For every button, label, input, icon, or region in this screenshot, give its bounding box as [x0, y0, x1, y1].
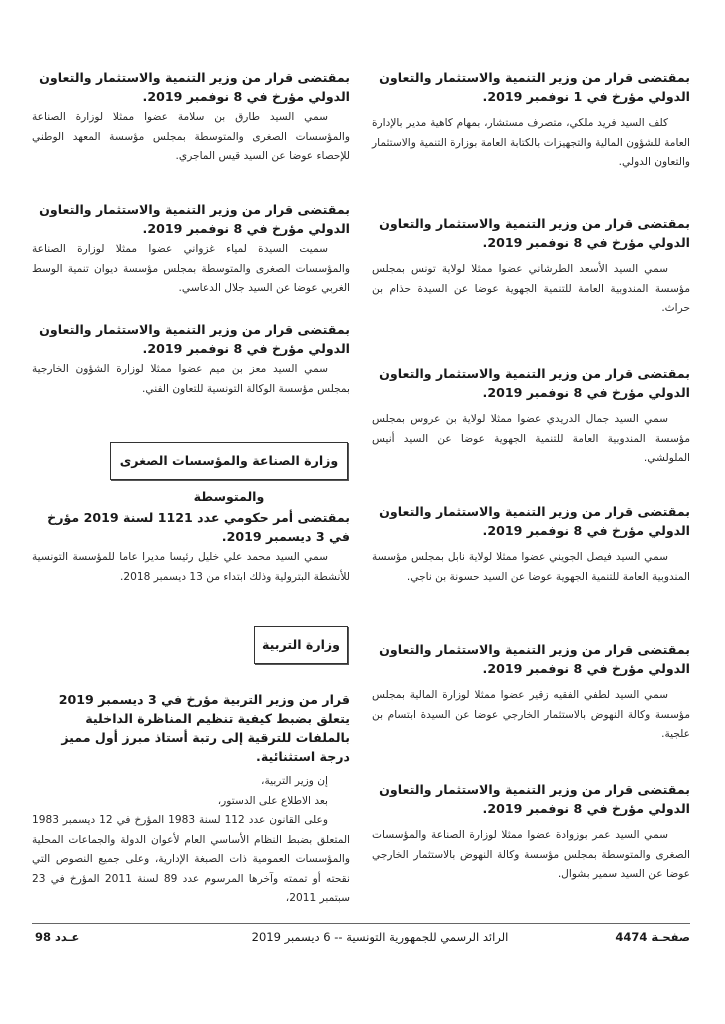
decision-body: سمي السيد جمال الدريدي عضوا ممثلا لولاية بن عروس بمجلس مؤسسة المندوبية العامة للتنمية الجهوية عوضا عن السيد أنيس الملولشي.	[372, 413, 690, 464]
education-preamble-law: وعلى القانون عدد 112 لسنة 1983 المؤرخ في 12 ديسمبر 1983 المتعلق بضبط النظام الأساسي العام لأعوان الدولة والجماعات المحلية والمؤسسات العمومية ذات الصبغة الإدارية، وعلى جميع النصوص التي نقحته أو تممته وآخرها المرسوم عدد 89 لسنة 2011 المؤرخ في 23 سبتمبر 2011،	[32, 814, 350, 904]
education-preamble-constitution: بعد الاطلاع على الدستور،	[217, 794, 328, 807]
decision-body: سمي السيد لطفي الفقيه زقير عضوا ممثلا لوزارة المالية بمجلس مؤسسة وكالة النهوض بالاستثمار الخارجي عوضا عن السيدة ابتسام بن علجية.	[372, 689, 690, 740]
footer-journal-title: الرائد الرسمي للجمهورية التونسية -- 6 ديسمبر 2019	[251, 930, 509, 944]
education-preamble-minister: إن وزير التربية،	[261, 775, 328, 787]
decree-body: سمي السيد محمد علي خليل رئيسا مديرا عاما للمؤسسة التونسية للأنشطة البترولية وذلك ابتداء من 13 ديسمبر 2018.	[32, 551, 350, 583]
decision-body: سمي السيد الأسعد الطرشاني عضوا ممثلا لولاية تونس بمجلس مؤسسة المندوبية العامة للتنمية الجهوية عوضا عن السيدة حذام بن حراث.	[372, 263, 690, 314]
decision-heading: بمقتضى قرار من وزير التنمية والاستثمار والتعاون الدولي مؤرخ في 8 نوفمبر 2019.	[379, 216, 690, 250]
decision-heading: بمقتضى قرار من وزير التنمية والاستثمار والتعاون الدولي مؤرخ في 8 نوفمبر 2019.	[379, 504, 690, 538]
decision-block	[372, 68, 690, 173]
decision-block	[372, 780, 690, 885]
decision-body: سميت السيدة لمياء غزواني عضوا ممثلا لوزارة الصناعة والمؤسسات الصغرى والمتوسطة بمجلس مؤسسة ديوان تنمية الوسط الغربي عوضا عن السيد جلال الدعاسي.	[32, 243, 350, 294]
education-decision-block	[32, 690, 350, 909]
decision-block	[372, 214, 690, 319]
decision-block	[372, 502, 690, 587]
decision-heading: بمقتضى قرار من وزير التنمية والاستثمار والتعاون الدولي مؤرخ في 8 نوفمبر 2019.	[39, 322, 350, 356]
ministry-industry-title: وزارة الصناعة والمؤسسات الصغرى والمتوسطة	[119, 453, 339, 504]
decision-body: سمي السيد طارق بن سلامة عضوا ممثلا لوزارة الصناعة والمؤسسات الصغرى والمتوسطة بمجلس مؤسسة المعهد الوطني للإحصاء عوضا عن السيد قيس الماجري.	[32, 111, 350, 162]
decree-block	[32, 508, 350, 587]
decision-block	[372, 640, 690, 745]
decision-body: سمي السيد عمر بوزوادة عضوا ممثلا لوزارة الصناعة والمؤسسات الصغرى والمتوسطة بمجلس مؤسسة وكالة النهوض بالاستثمار الخارجي عوضا عن السيد سمير بشوال.	[372, 829, 690, 880]
education-decision-heading: قرار من وزير التربية مؤرخ في 3 ديسمبر 2019 يتعلق بضبط كيفية تنظيم المناظرة الداخلية بالملفات للترقية إلى رتبة أستاذ مبرز أول مميز درجة استثنائية.	[58, 692, 350, 764]
footer-divider	[32, 923, 690, 924]
footer-issue-number: عـدد 98	[35, 930, 80, 944]
decision-block	[32, 320, 350, 399]
decision-block	[32, 200, 350, 299]
footer-page-number: صفحـة 4474	[615, 930, 690, 944]
decision-block	[372, 364, 690, 469]
decision-heading: بمقتضى قرار من وزير التنمية والاستثمار والتعاون الدولي مؤرخ في 8 نوفمبر 2019.	[379, 782, 690, 816]
ministry-education-title: وزارة التربية	[262, 637, 340, 652]
decision-heading: بمقتضى قرار من وزير التنمية والاستثمار والتعاون الدولي مؤرخ في 8 نوفمبر 2019.	[379, 366, 690, 400]
decree-heading: بمقتضى أمر حكومي عدد 1121 لسنة 2019 مؤرخ في 3 ديسمبر 2019.	[47, 510, 350, 544]
decision-body: سمي السيد معز بن ميم عضوا ممثلا لوزارة الشؤون الخارجية بمجلس مؤسسة الوكالة التونسية للتعاون الفني.	[32, 363, 350, 395]
decision-heading: بمقتضى قرار من وزير التنمية والاستثمار والتعاون الدولي مؤرخ في 8 نوفمبر 2019.	[379, 642, 690, 676]
decision-body: كلف السيد فريد ملكي، متصرف مستشار، بمهام كاهية مدير بالإدارة العامة للشؤون المالية والتجهيزات بالكتابة العامة بوزارة التنمية والاستثمار والتعاون الدولي.	[372, 117, 690, 168]
decision-heading: بمقتضى قرار من وزير التنمية والاستثمار والتعاون الدولي مؤرخ في 1 نوفمبر 2019.	[379, 70, 690, 104]
ministry-education-title-box	[254, 626, 348, 664]
decision-heading: بمقتضى قرار من وزير التنمية والاستثمار والتعاون الدولي مؤرخ في 8 نوفمبر 2019.	[39, 202, 350, 236]
decision-body: سمي السيد فيصل الجويني عضوا ممثلا لولاية نابل بمجلس مؤسسة المندوبية العامة للتنمية الجهوية عوضا عن السيد حسونة بن ناجي.	[372, 551, 690, 583]
ministry-industry-title-box	[110, 442, 348, 504]
decision-heading: بمقتضى قرار من وزير التنمية والاستثمار والتعاون الدولي مؤرخ في 8 نوفمبر 2019.	[39, 70, 350, 104]
decision-block	[32, 68, 350, 167]
